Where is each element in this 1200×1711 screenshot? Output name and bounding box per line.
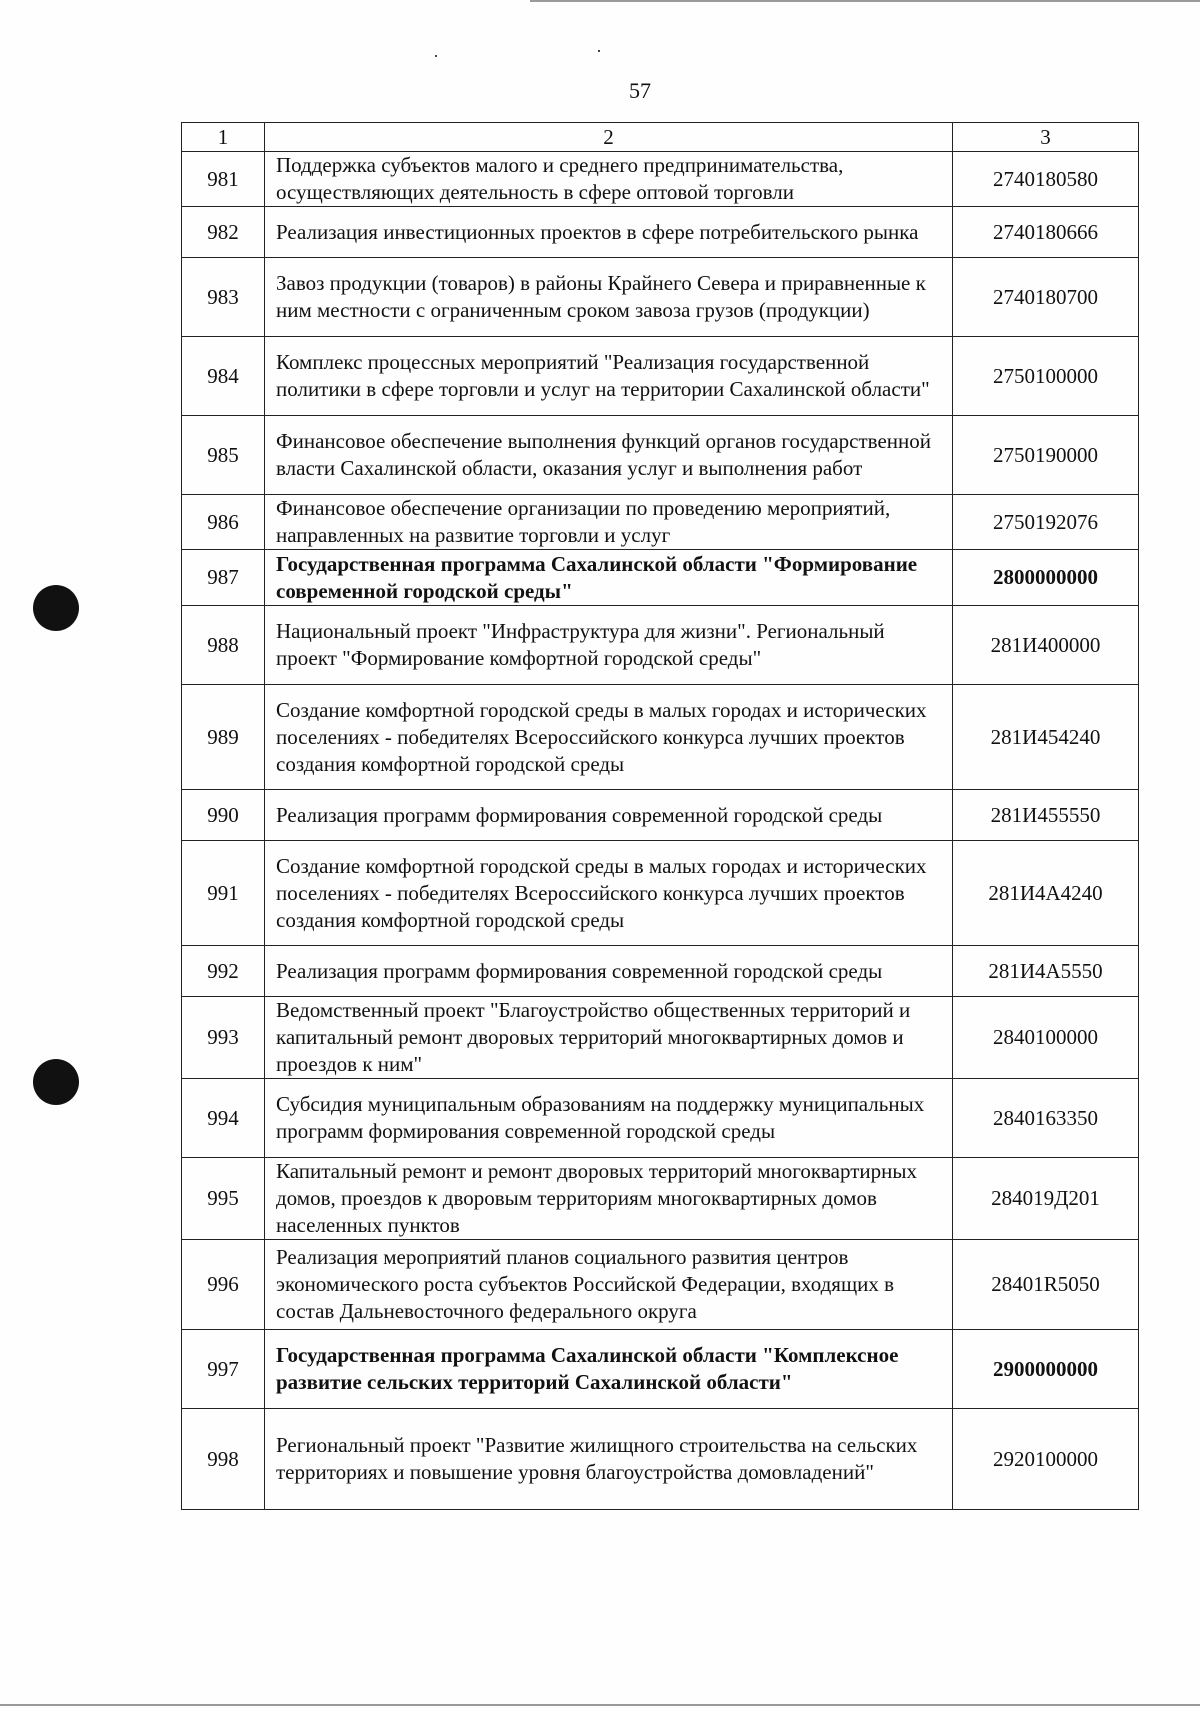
row-number: 981 — [182, 152, 265, 207]
row-description: Реализация мероприятий планов социального развития центров экономического роста субъектов Российской Федерации, входящих в состав Дальневосточного федерального округа — [265, 1240, 953, 1330]
row-description: Субсидия муниципальным образованиям на поддержку муниципальных программ формирования современной городской среды — [265, 1079, 953, 1158]
row-description: Реализация программ формирования современной городской среды — [265, 790, 953, 841]
row-code: 281И4А4240 — [953, 841, 1139, 946]
scan-top-edge-line — [530, 0, 1200, 2]
row-description: Региональный проект "Развитие жилищного строительства на сельских территориях и повышение уровня благоустройства домовладений" — [265, 1409, 953, 1510]
header-cell-code: 3 — [953, 123, 1139, 152]
table-row — [182, 685, 1139, 790]
table-row — [182, 337, 1139, 416]
row-description: Завоз продукции (товаров) в районы Крайнего Севера и приравненные к ним местности с ограниченным сроком завоза грузов (продукции) — [265, 258, 953, 337]
row-number: 995 — [182, 1158, 265, 1240]
row-code: 281И455550 — [953, 790, 1139, 841]
table-row — [182, 790, 1139, 841]
table-row — [182, 495, 1139, 550]
row-code: 2750192076 — [953, 495, 1139, 550]
row-code: 2750190000 — [953, 416, 1139, 495]
table-row — [182, 550, 1139, 606]
row-number: 991 — [182, 841, 265, 946]
row-number: 982 — [182, 207, 265, 258]
table-row — [182, 841, 1139, 946]
binder-hole-mark — [33, 585, 79, 631]
row-code: 2740180666 — [953, 207, 1139, 258]
binder-hole-mark — [33, 1059, 79, 1105]
row-number: 997 — [182, 1330, 265, 1409]
row-code: 2920100000 — [953, 1409, 1139, 1510]
table-row — [182, 207, 1139, 258]
table-row — [182, 997, 1139, 1079]
row-code: 2750100000 — [953, 337, 1139, 416]
row-description: Финансовое обеспечение организации по проведению мероприятий, направленных на развитие торговли и услуг — [265, 495, 953, 550]
table-row — [182, 258, 1139, 337]
row-code: 2800000000 — [953, 550, 1139, 606]
row-code: 284019Д201 — [953, 1158, 1139, 1240]
row-description: Создание комфортной городской среды в малых городах и исторических поселениях - победителях Всероссийского конкурса лучших проектов создания комфортной городской среды — [265, 841, 953, 946]
table-row — [182, 606, 1139, 685]
header-cell-name: 2 — [265, 123, 953, 152]
table-row — [182, 946, 1139, 997]
budget-classification-table — [181, 122, 1139, 1510]
page-number: 57 — [629, 78, 651, 103]
row-number: 994 — [182, 1079, 265, 1158]
row-number: 986 — [182, 495, 265, 550]
table-row — [182, 1079, 1139, 1158]
row-number: 984 — [182, 337, 265, 416]
row-number: 985 — [182, 416, 265, 495]
row-number: 990 — [182, 790, 265, 841]
table-row — [182, 416, 1139, 495]
table-row — [182, 152, 1139, 207]
scan-speck — [435, 55, 437, 57]
row-number: 992 — [182, 946, 265, 997]
row-number: 983 — [182, 258, 265, 337]
row-code: 28401R5050 — [953, 1240, 1139, 1330]
table-header-row — [182, 123, 1139, 152]
row-description: Комплекс процессных мероприятий "Реализация государственной политики в сфере торговли и услуг на территории Сахалинской области" — [265, 337, 953, 416]
row-code: 2840100000 — [953, 997, 1139, 1079]
row-number: 988 — [182, 606, 265, 685]
row-number: 987 — [182, 550, 265, 606]
row-code: 2900000000 — [953, 1330, 1139, 1409]
row-code: 2840163350 — [953, 1079, 1139, 1158]
row-number: 998 — [182, 1409, 265, 1510]
row-description: Реализация программ формирования современной городской среды — [265, 946, 953, 997]
row-number: 989 — [182, 685, 265, 790]
row-description: Поддержка субъектов малого и среднего предпринимательства, осуществляющих деятельность в сфере оптовой торговли — [265, 152, 953, 207]
row-description: Капитальный ремонт и ремонт дворовых территорий многоквартирных домов, проездов к дворовым территориям многоквартирных домов населенных пунктов — [265, 1158, 953, 1240]
row-description: Создание комфортной городской среды в малых городах и исторических поселениях - победителях Всероссийского конкурса лучших проектов создания комфортной городской среды — [265, 685, 953, 790]
row-description: Финансовое обеспечение выполнения функций органов государственной власти Сахалинской области, оказания услуг и выполнения работ — [265, 416, 953, 495]
table-row — [182, 1409, 1139, 1510]
row-description: Ведомственный проект "Благоустройство общественных территорий и капитальный ремонт дворовых территорий многоквартирных домов и проездов к ним" — [265, 997, 953, 1079]
row-code: 2740180700 — [953, 258, 1139, 337]
header-cell-number: 1 — [182, 123, 265, 152]
row-description: Государственная программа Сахалинской области "Комплексное развитие сельских территорий Сахалинской области" — [265, 1330, 953, 1409]
table-row — [182, 1330, 1139, 1409]
row-number: 993 — [182, 997, 265, 1079]
table-row — [182, 1158, 1139, 1240]
scan-speck — [598, 50, 600, 52]
row-code: 281И400000 — [953, 606, 1139, 685]
row-description: Государственная программа Сахалинской области "Формирование современной городской среды" — [265, 550, 953, 606]
row-code: 281И4А5550 — [953, 946, 1139, 997]
row-description: Национальный проект "Инфраструктура для жизни". Региональный проект "Формирование комфортной городской среды" — [265, 606, 953, 685]
row-description: Реализация инвестиционных проектов в сфере потребительского рынка — [265, 207, 953, 258]
table-row — [182, 1240, 1139, 1330]
scan-bottom-edge-line — [0, 1704, 1200, 1706]
row-code: 2740180580 — [953, 152, 1139, 207]
row-code: 281И454240 — [953, 685, 1139, 790]
row-number: 996 — [182, 1240, 265, 1330]
